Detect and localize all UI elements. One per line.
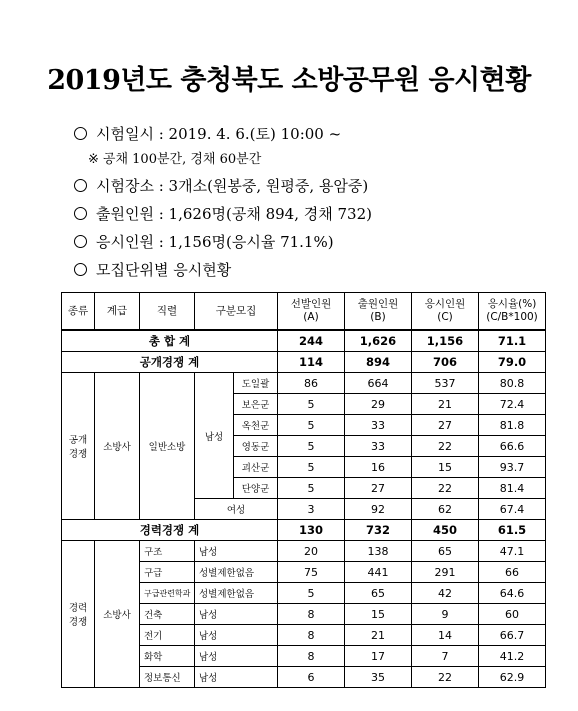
circle-bullet-icon (74, 179, 87, 192)
info-item-date: 시험일시 : 2019. 4. 6.(토) 10:00 ~ (74, 120, 372, 148)
table-row: 여성 3 92 62 67.4 (62, 499, 546, 520)
circle-bullet-icon (74, 263, 87, 276)
table-row-grand-total: 총 합 계 244 1,626 1,156 71.1 (62, 330, 546, 352)
circle-bullet-icon (74, 207, 87, 220)
header-kind: 종류 (62, 293, 95, 331)
info-item-table-heading: 모집단위별 응시현황 (74, 256, 372, 284)
applicant-status-table (61, 292, 546, 688)
reference-mark-icon: ※ (88, 152, 99, 167)
table-row: 보은군 5 29 21 72.4 (62, 394, 546, 415)
table-row: 구급관련학과 성별제한없음 5 65 42 64.6 (62, 583, 546, 604)
header-tested: 응시인원 (C) (412, 293, 479, 331)
header-selected: 선발인원 (A) (278, 293, 345, 331)
header-rate: 응시율(%) (C/B*100) (479, 293, 546, 331)
table-row: 건축 남성 8 15 9 60 (62, 604, 546, 625)
info-item-applicants: 출원인원 : 1,626명(공채 894, 경채 732) (74, 200, 372, 228)
page-title: 2019년도 충청북도 소방공무원 응시현황 (47, 65, 531, 96)
header-category: 구분모집 (195, 293, 278, 331)
table-row-career-subtotal: 경력경쟁 계 130 732 450 61.5 (62, 520, 546, 541)
info-note-duration: ※ 공채 100분간, 경채 60분간 (88, 152, 262, 167)
table-row: 화학 남성 8 17 7 41.2 (62, 646, 546, 667)
info-item-examinees: 응시인원 : 1,156명(응시율 71.1%) (74, 228, 372, 256)
header-applied: 출원인원 (B) (345, 293, 412, 331)
table-row: 영동군 5 33 22 66.6 (62, 436, 546, 457)
table-row: 옥천군 5 33 27 81.8 (62, 415, 546, 436)
table-row: 전기 남성 8 21 14 66.7 (62, 625, 546, 646)
table-row-open-subtotal: 공개경쟁 계 114 894 706 79.0 (62, 352, 546, 373)
header-job: 직렬 (140, 293, 195, 331)
header-rank: 계급 (95, 293, 140, 331)
table-row: 경력 경쟁 소방사 구조 남성 20 138 65 47.1 (62, 541, 546, 562)
table-row: 정보통신 남성 6 35 22 62.9 (62, 667, 546, 688)
table-header-row (62, 293, 546, 331)
table-row: 공개 경쟁 소방사 일반소방 남성 도일괄 86 664 537 80.8 (62, 373, 546, 394)
circle-bullet-icon (74, 235, 87, 248)
circle-bullet-icon (74, 127, 87, 140)
table-row: 구급 성별제한없음 75 441 291 66 (62, 562, 546, 583)
table-row: 단양군 5 27 22 81.4 (62, 478, 546, 499)
exam-info-list (74, 120, 372, 284)
table-row: 괴산군 5 16 15 93.7 (62, 457, 546, 478)
info-item-venue: 시험장소 : 3개소(원봉중, 원평중, 용암중) (74, 172, 372, 200)
